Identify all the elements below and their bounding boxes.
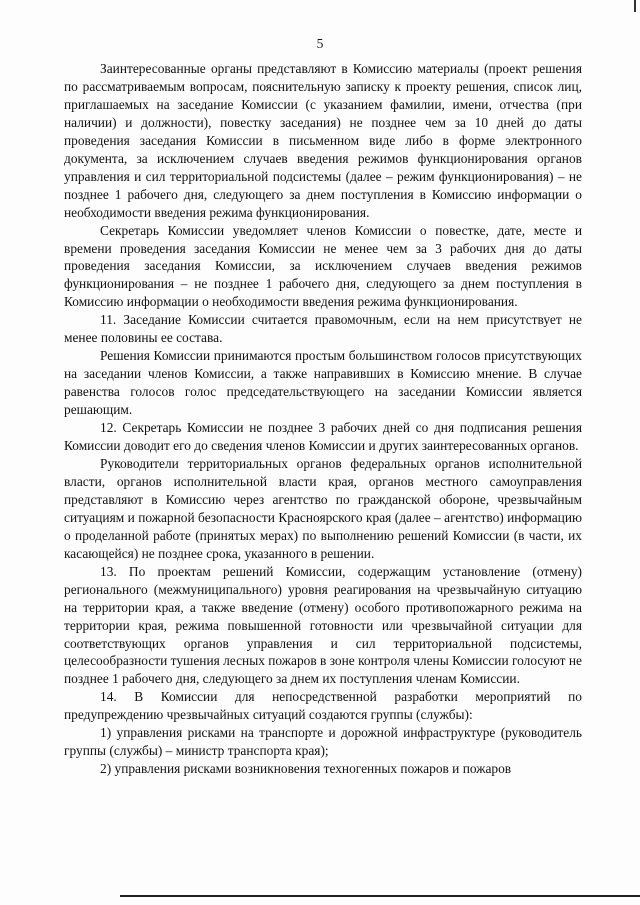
scan-edge-mark <box>634 0 636 12</box>
page-number: 5 <box>316 36 324 51</box>
paragraph-13-voting: 13. По проектам решений Комиссии, содержащим установление (отмену) регионального (межмуниципального) уровня реагирования на чрезвычайную ситуацию на территории края, а также введение (отмену) особого противопожарного режима на территории края, режима повышенной готовности или чрезвычайной ситуации для соответствующих органов управления и сил территориальной подсистемы, целесообразности тушения лесных пожаров в зоне контроля члены Комиссии голосуют не позднее 1 рабочего дня, следующего за днем их поступления членам Комиссии. <box>64 563 582 687</box>
paragraph-secretary-notice: Секретарь Комиссии уведомляет членов Комиссии о повестке, дате, месте и времени проведения заседания Комиссии не менее чем за 3 рабочих дня до даты проведения заседания Комиссии, за исключением случаев введения режимов функционирования – не позднее 1 рабочего дня, следующего за днем поступления в Комиссию информации о необходимости введения режима функционирования. <box>64 222 582 310</box>
list-item-transport: 1) управления рисками на транспорте и дорожной инфраструктуре (руководитель группы (службы) – министр транспорта края); <box>64 725 582 759</box>
paragraph-12-secretary: 12. Секретарь Комиссии не позднее 3 рабочих дней со дня подписания решения Комиссии доводит его до сведения членов Комиссии и других заинтересованных органов. <box>64 420 582 454</box>
paragraph-heads-report: Руководители территориальных органов федеральных органов исполнительной власти, органов исполнительной власти края, органов местного самоуправления представляют в Комиссию через агентство по гражданской обороне, чрезвычайным ситуациям и пожарной безопасности Красноярского края (далее – агентство) информацию о проделанной работе (принятых мерах) по выполнению решений Комиссии (в части, их касающейся) не позднее срока, указанного в решении. <box>64 455 582 561</box>
document-body <box>64 60 582 778</box>
paragraph-materials: Заинтересованные органы представляют в Комиссию материалы (проект решения по рассматриваемым вопросам, пояснительную записку к проекту решения, список лиц, приглашаемых на заседание Комиссии (с указанием фамилии, имени, отчества (при наличии) и должности), повестку заседания) не позднее чем за 10 дней до даты проведения заседания Комиссии в письменном виде либо в форме электронного документа, за исключением случаев введения режимов функционирования органов управления и сил территориальной подсистемы (далее – режим функционирования) – не позднее 1 рабочего дня, следующего за днем поступления в Комиссию информации о необходимости введения режима функционирования. <box>64 61 582 220</box>
paragraph-decisions: Решения Комиссии принимаются простым большинством голосов присутствующих на заседании членов Комиссии, а также направивших в Комиссию мнение. В случае равенства голосов голос председательствующего на заседании Комиссии является решающим. <box>64 348 582 418</box>
scan-bottom-border <box>120 895 640 897</box>
list-item-fires: 2) управления рисками возникновения техногенных пожаров и пожаров <box>100 761 512 777</box>
paragraph-11-quorum: 11. Заседание Комиссии считается правомочным, если на нем присутствует не менее половины ее состава. <box>64 312 582 346</box>
paragraph-14-groups: 14. В Комиссии для непосредственной разработки мероприятий по предупреждению чрезвычайных ситуаций создаются группы (службы): <box>64 689 582 723</box>
